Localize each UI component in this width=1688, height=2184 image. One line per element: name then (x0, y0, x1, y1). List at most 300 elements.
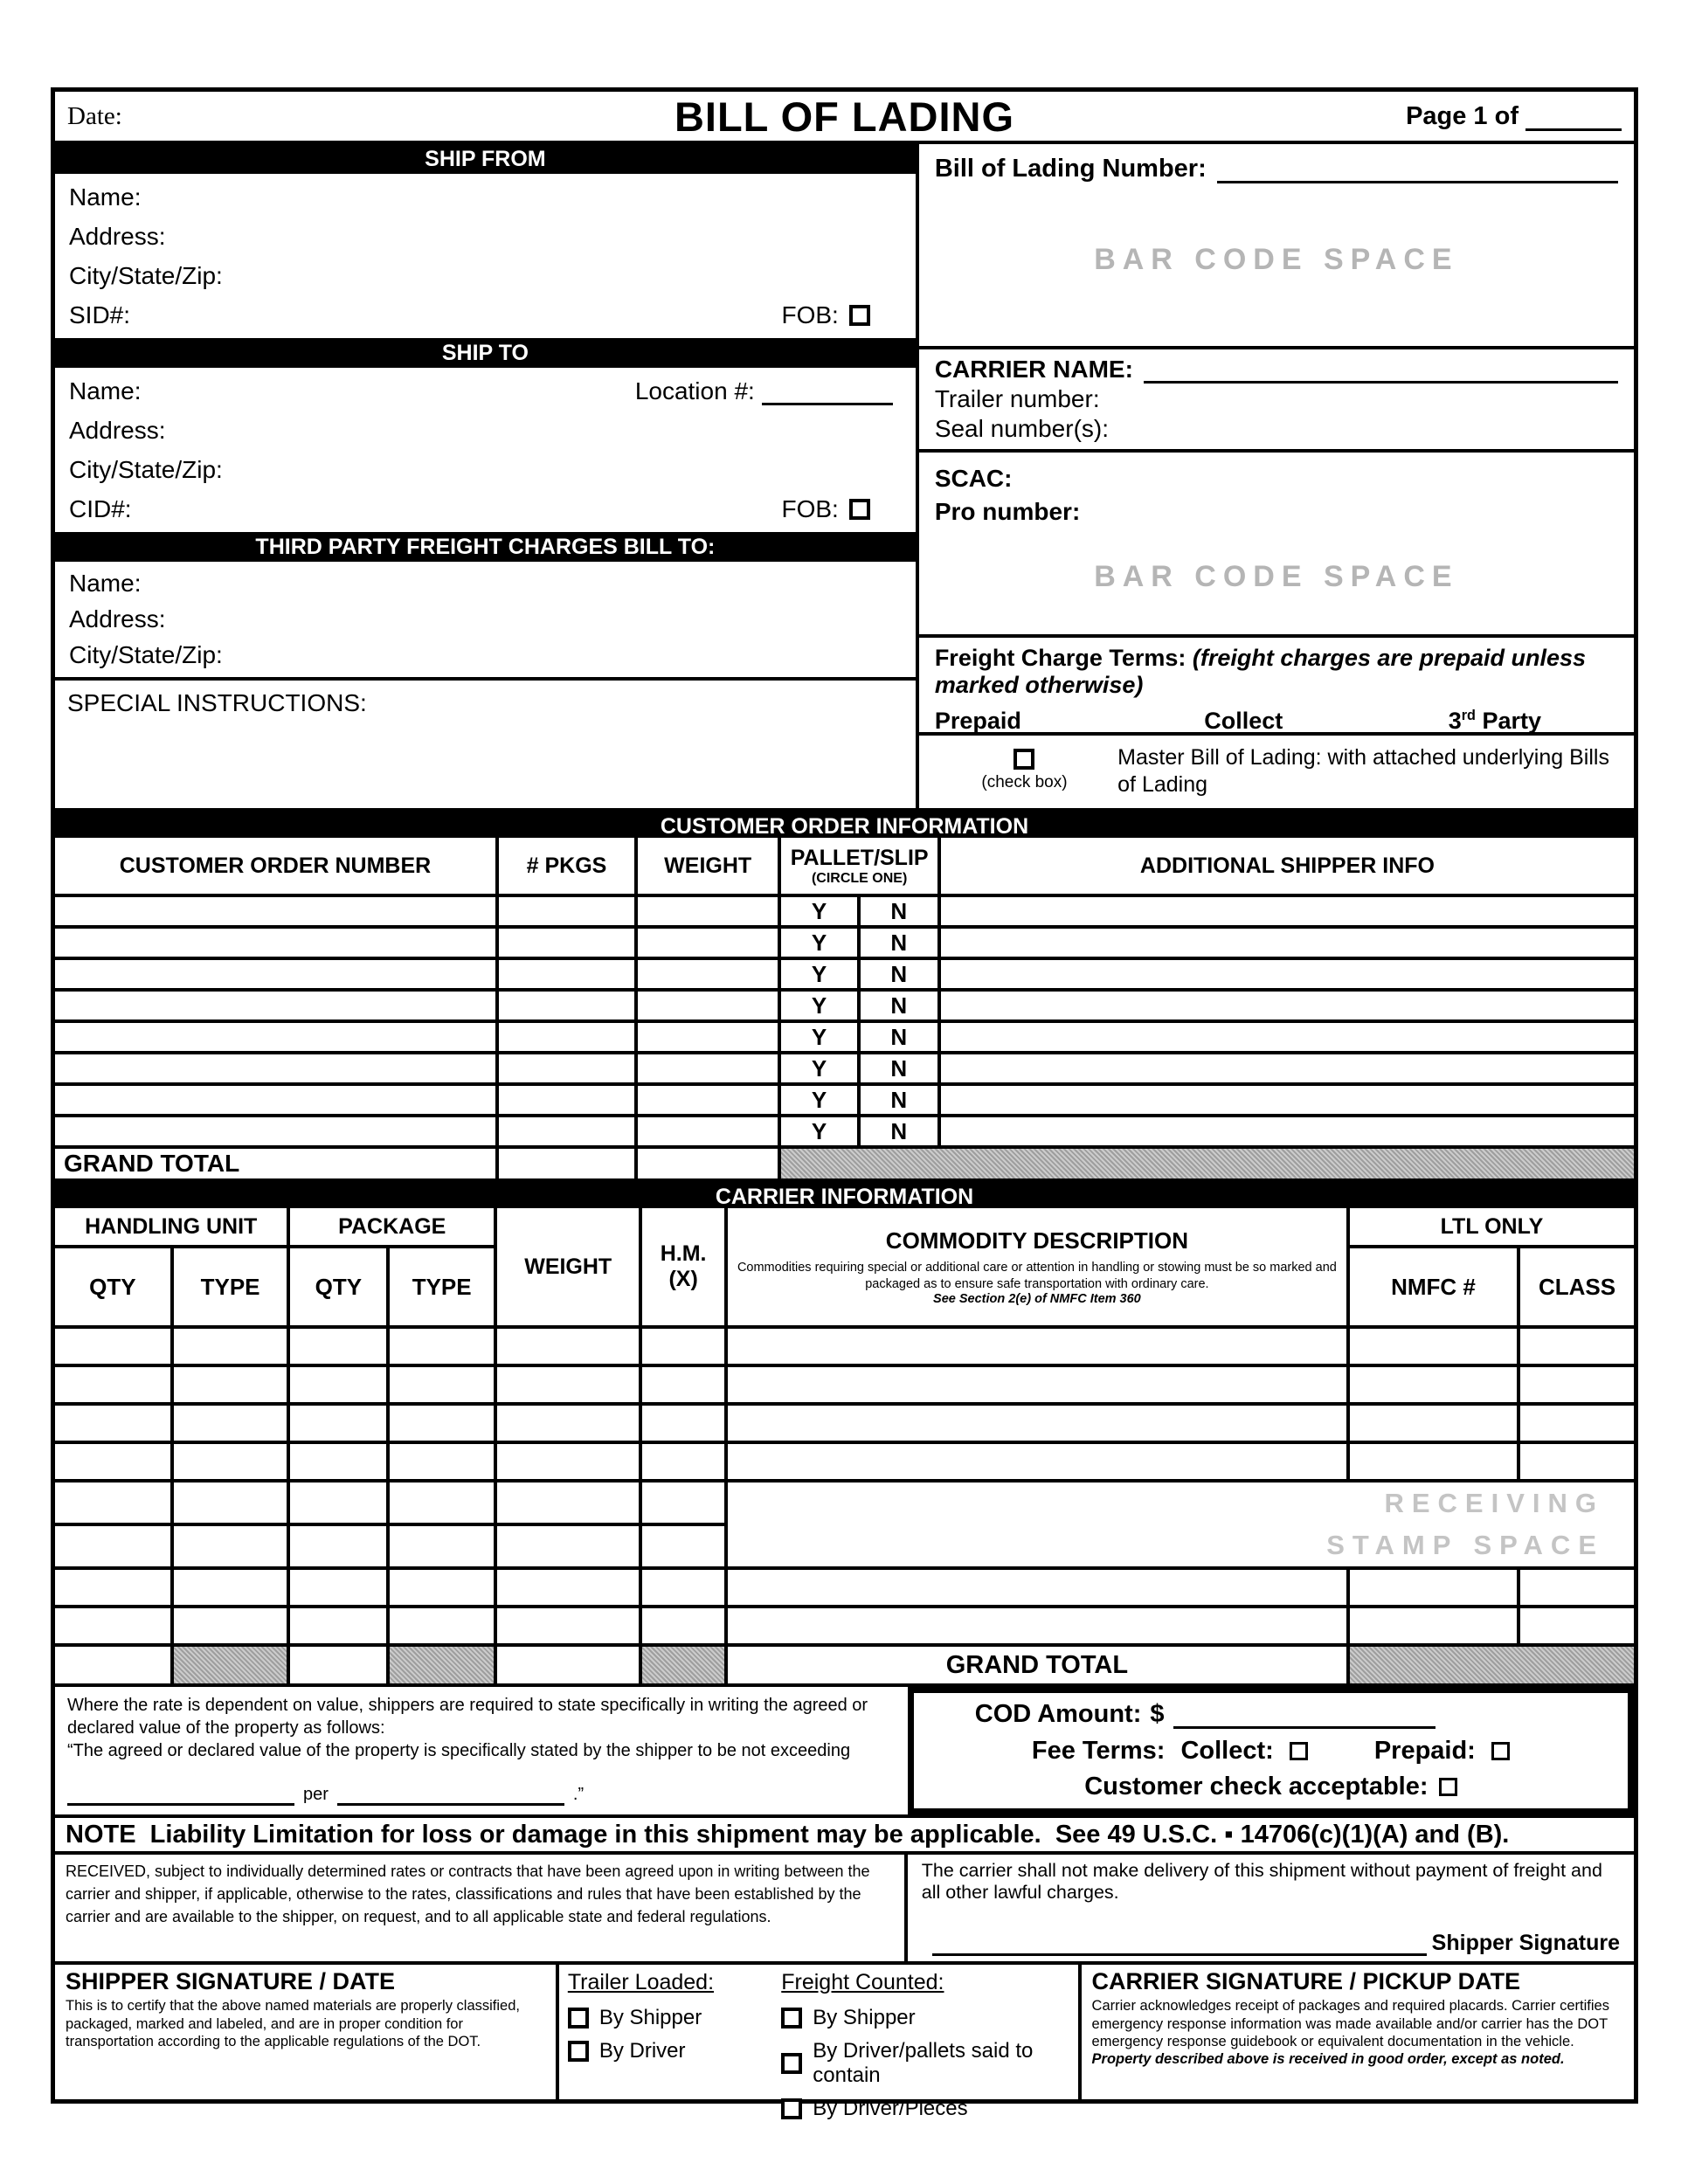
ship-to-address-row[interactable] (69, 417, 902, 445)
hu-qty-cell[interactable] (55, 1365, 172, 1404)
fee-terms-row (931, 1737, 1610, 1766)
carrier-acknowledgement-text: Carrier acknowledges receipt of packages and required placards. Carrier certifies emergency response information was made available and/or carrier has the DOT emergency response guidebook or equivalent documentation in the vehicle. (1091, 1998, 1609, 2050)
hm-cell[interactable] (640, 1524, 726, 1568)
weight-cell[interactable] (495, 1365, 640, 1404)
nmfc-cell[interactable] (1348, 1442, 1519, 1481)
weight-cell[interactable] (495, 1607, 640, 1645)
master-bol-checkbox[interactable] (1013, 749, 1034, 770)
order-number-cell[interactable] (55, 1084, 497, 1116)
declared-value-text-2: “The agreed or declared value of the property is specifically stated by the shipper to be not exceeding (67, 1741, 851, 1761)
carrier-info-grand-total-row (55, 1645, 1634, 1683)
freight-charge-terms-box (919, 634, 1634, 732)
barcode-space-bottom: BAR CODE SPACE (1094, 559, 1459, 593)
carrier-name-blank[interactable] (1144, 358, 1618, 384)
pallet-no[interactable]: N (859, 1116, 939, 1147)
address-label: Address: (69, 416, 166, 444)
trailer-loaded-group (568, 1970, 776, 2094)
carrier-delivery-text: The carrier shall not make delivery of this shipment without payment of freight and all other lawful charges. (921, 1860, 1602, 1904)
carrier-info-row-2 (55, 1365, 1634, 1404)
col-class: CLASS (1519, 1247, 1634, 1327)
pallet-no[interactable]: N (859, 1084, 939, 1116)
col-additional-shipper-info: ADDITIONAL SHIPPER INFO (939, 838, 1634, 895)
shipper-signature-blank[interactable] (932, 1937, 1427, 1957)
additional-info-cell[interactable] (939, 958, 1634, 990)
fob-label: FOB: (781, 494, 839, 522)
weight-cell[interactable] (495, 1524, 640, 1568)
third-party-header: THIRD PARTY FREIGHT CHARGES BILL TO: (55, 532, 916, 562)
hm-cell[interactable] (640, 1607, 726, 1645)
cod-amount-blank[interactable] (1173, 1703, 1435, 1729)
declared-value-box (55, 1687, 908, 1814)
carrier-delivery-box (908, 1855, 1634, 1961)
shipper-certification-text: This is to certify that the above named materials are properly classified, packaged, marked and labeled, and are in proper condition for transportation according to the applicable regulations of the DOT. (66, 1998, 520, 2050)
declared-value-blank-line (67, 1783, 584, 1806)
pkg-type-cell[interactable] (388, 1327, 495, 1365)
third-party-blank[interactable] (1550, 710, 1611, 735)
currency-symbol: $ (1150, 1700, 1165, 1729)
col-nmfc: NMFC # (1348, 1247, 1519, 1327)
freight-counted-label: Freight Counted: (781, 1970, 944, 1995)
ship-from-sid-row[interactable] (69, 301, 902, 329)
fee-collect-checkbox[interactable] (1290, 1742, 1308, 1760)
hm-cell[interactable] (640, 1481, 726, 1524)
trailer-by-shipper-checkbox[interactable] (568, 2008, 589, 2028)
customer-order-row-4 (55, 990, 1634, 1021)
ship-to-name-row[interactable] (69, 377, 902, 405)
weight-cell[interactable] (636, 1053, 779, 1084)
customer-order-table (55, 838, 1634, 1178)
pallet-yes[interactable]: Y (779, 1053, 858, 1084)
seal-numbers-row[interactable] (935, 415, 1618, 443)
barcode-space-top: BAR CODE SPACE (1094, 242, 1459, 276)
additional-info-cell[interactable] (939, 1084, 1634, 1116)
weight-cell[interactable] (636, 990, 779, 1021)
carrier-signature-title: CARRIER SIGNATURE / PICKUP DATE (1091, 1968, 1521, 1995)
freight-by-driver-pallets-option: By Driver/pallets said to contain (781, 2039, 1069, 2088)
pkg-qty-cell[interactable] (288, 1404, 388, 1442)
bill-of-lading-form (51, 87, 1638, 2121)
commodity-cell[interactable] (726, 1365, 1348, 1404)
received-terms-text: RECEIVED, subject to individually determined rates or contracts that have been agreed upon in writing between the carrier and shipper, if applicable, otherwise to the rates, classifications and rules that have been established by the carrier and are available to the shipper, on request, and to all applicable state and federal regulations. (55, 1855, 908, 1961)
grand-total-pkgs-cell[interactable] (497, 1147, 636, 1178)
order-number-cell[interactable] (55, 1053, 497, 1084)
pkg-qty-cell[interactable] (288, 1365, 388, 1404)
order-number-cell[interactable] (55, 1021, 497, 1053)
declared-value-text-1: Where the rate is dependent on value, shippers are required to state specifically in writing the agreed or declared value of the property as follows: (67, 1696, 868, 1738)
order-number-cell[interactable] (55, 1116, 497, 1147)
bol-number-row (935, 155, 1618, 183)
carrier-info-header: CARRIER INFORMATION (55, 1178, 1634, 1208)
hu-qty-cell[interactable] (55, 1327, 172, 1365)
seal-numbers-label: Seal number(s): (934, 415, 1109, 442)
additional-info-cell[interactable] (939, 895, 1634, 927)
carrier-info-row-5 (55, 1481, 1634, 1524)
class-cell[interactable] (1519, 1568, 1634, 1607)
carrier-box (919, 346, 1634, 449)
liability-note: NOTE Liability Limitation for loss or damage in this shipment may be applicable. See 49 U.S.C. ▪ 14706(c)(1)(A) and (B). (55, 1814, 1634, 1851)
third-party-fields (55, 562, 916, 677)
pkg-type-cell[interactable] (388, 1568, 495, 1607)
pallet-yes[interactable]: Y (779, 1021, 858, 1053)
hm-cell[interactable] (640, 1442, 726, 1481)
ship-to-fob-group (781, 495, 901, 523)
ship-to-fields (55, 368, 916, 532)
customer-order-row-7 (55, 1084, 1634, 1116)
customer-order-header: CUSTOMER ORDER INFORMATION (55, 808, 1634, 838)
pkg-type-cell[interactable] (388, 1442, 495, 1481)
carrier-info-row-3 (55, 1404, 1634, 1442)
pkgs-cell[interactable] (497, 895, 636, 927)
carrier-signature-box[interactable] (1082, 1965, 1634, 2099)
master-bol-box (919, 732, 1634, 805)
col-hu-qty: QTY (55, 1247, 172, 1327)
pkgs-cell[interactable] (497, 1084, 636, 1116)
city-state-zip-label: City/State/Zip: (69, 641, 223, 669)
pro-number-label: Pro number: (934, 498, 1081, 525)
pro-number-row[interactable] (935, 498, 1618, 526)
pallet-no[interactable]: N (859, 895, 939, 927)
nmfc-cell[interactable] (1348, 1404, 1519, 1442)
pkg-type-cell[interactable] (388, 1404, 495, 1442)
pallet-yes[interactable]: Y (779, 990, 858, 1021)
customer-order-row-5 (55, 1021, 1634, 1053)
pallet-yes[interactable]: Y (779, 1116, 858, 1147)
hm-cell[interactable] (640, 1365, 726, 1404)
freight-terms-options (935, 708, 1618, 735)
cid-label: CID#: (69, 494, 132, 522)
freight-by-driver-pieces-checkbox[interactable] (781, 2098, 802, 2119)
col-hu-type: TYPE (172, 1247, 289, 1327)
pallet-yes[interactable]: Y (779, 927, 858, 958)
weight-cell[interactable] (636, 927, 779, 958)
scac-label: SCAC: (934, 465, 1013, 492)
shipper-signature-label: Shipper Signature (1431, 1931, 1620, 1956)
quote-end: .” (572, 1785, 585, 1805)
order-number-cell[interactable] (55, 990, 497, 1021)
ship-from-header: SHIP FROM (55, 144, 916, 174)
ship-to-fob-checkbox[interactable] (849, 499, 870, 520)
pallet-yes[interactable]: Y (779, 958, 858, 990)
customer-check-label: Customer check acceptable: (1084, 1772, 1429, 1800)
pkg-type-cell[interactable] (388, 1481, 495, 1524)
freight-terms-note: (freight charges are prepaid unless marked otherwise) (934, 645, 1587, 698)
freight-by-shipper-option: By Shipper (781, 2006, 1069, 2030)
collect-option (1204, 708, 1370, 735)
customer-order-row-1 (55, 895, 1634, 927)
group-ltl-only: LTL ONLY (1348, 1208, 1634, 1247)
commodity-cell[interactable] (726, 1607, 1348, 1645)
order-number-cell[interactable] (55, 958, 497, 990)
gt-hu-qty-cell[interactable] (55, 1645, 172, 1683)
weight-cell[interactable] (636, 1021, 779, 1053)
fee-collect-label: Collect: (1180, 1736, 1274, 1765)
hm-cell[interactable] (640, 1327, 726, 1365)
pallet-yes[interactable]: Y (779, 1084, 858, 1116)
commodity-cell[interactable] (726, 1568, 1348, 1607)
customer-order-row-3 (55, 958, 1634, 990)
customer-order-row-8 (55, 1116, 1634, 1147)
weight-cell[interactable] (636, 958, 779, 990)
property-received-text: Property described above is received in good order, except as noted. (1091, 2050, 1565, 2067)
location-number-blank[interactable] (762, 379, 893, 404)
date-label: Date: (67, 101, 122, 130)
ship-from-fob-checkbox[interactable] (849, 305, 870, 326)
class-cell[interactable] (1519, 1327, 1634, 1365)
carrier-name-label: CARRIER NAME: (934, 356, 1133, 383)
fee-prepaid-checkbox[interactable] (1491, 1742, 1510, 1760)
location-number-label: Location #: (634, 377, 755, 404)
pkgs-cell[interactable] (497, 1053, 636, 1084)
hu-qty-cell[interactable] (55, 1607, 172, 1645)
hu-type-cell[interactable] (172, 1365, 289, 1404)
sid-label: SID#: (69, 301, 131, 328)
declared-value-blank[interactable] (67, 1787, 294, 1806)
pkg-type-cell[interactable] (388, 1607, 495, 1645)
hu-type-cell[interactable] (172, 1607, 289, 1645)
col-pkgs: # PKGS (497, 838, 636, 895)
pallet-yes[interactable]: Y (779, 895, 858, 927)
ship-to-city-row[interactable] (69, 456, 902, 484)
commodity-note-reference: See Section 2(e) of NMFC Item 360 (933, 1291, 1141, 1306)
class-cell[interactable] (1519, 1607, 1634, 1645)
carrier-info-group-header-row (55, 1208, 1634, 1247)
prepaid-blank[interactable] (1030, 710, 1126, 735)
col-customer-order-number: CUSTOMER ORDER NUMBER (55, 838, 497, 895)
ship-to-header: SHIP TO (55, 338, 916, 368)
commodity-cell[interactable] (726, 1404, 1348, 1442)
scac-row[interactable] (935, 465, 1618, 493)
col-commodity-description: COMMODITY DESCRIPTION Commodities requiring special or additional care or attention in handling or stowing must be so marked and packaged as to ensure safe transportation with ordinary care. See Section 2(e) of NMFC Item 360 (726, 1208, 1348, 1327)
commodity-cell[interactable] (726, 1327, 1348, 1365)
hm-cell[interactable] (640, 1568, 726, 1607)
valuation-cod-row (55, 1683, 1634, 1814)
weight-cell[interactable] (495, 1481, 640, 1524)
shipper-signature-row (922, 1931, 1620, 1956)
name-label: Name: (69, 569, 142, 597)
trailer-loaded-label: Trailer Loaded: (567, 1970, 715, 1995)
address-and-carrier-block (55, 141, 1634, 808)
fob-label: FOB: (781, 301, 839, 328)
group-handling-unit: HANDLING UNIT (55, 1208, 288, 1247)
per-label: per (303, 1785, 329, 1805)
carrier-info-row-4 (55, 1442, 1634, 1481)
loading-counting-box (556, 1965, 1082, 2121)
hu-type-cell[interactable] (172, 1404, 289, 1442)
right-column (916, 144, 1634, 808)
cod-amount-row (931, 1700, 1610, 1729)
trailer-by-shipper-option: By Shipper (568, 2006, 776, 2030)
order-number-cell[interactable] (55, 927, 497, 958)
additional-info-cell[interactable] (939, 1116, 1634, 1147)
weight-cell[interactable] (495, 1442, 640, 1481)
weight-cell[interactable] (636, 1084, 779, 1116)
nmfc-cell[interactable] (1348, 1607, 1519, 1645)
title-row (55, 92, 1634, 141)
cod-amount-label: COD Amount: (974, 1700, 1142, 1729)
pallet-no[interactable]: N (859, 1021, 939, 1053)
hu-type-cell[interactable] (172, 1442, 289, 1481)
nmfc-cell[interactable] (1348, 1365, 1519, 1404)
received-row (55, 1851, 1634, 1961)
trailer-number-row[interactable] (935, 385, 1618, 413)
master-bol-text: Master Bill of Lading: with attached underlying Bills of Lading (1117, 745, 1609, 798)
nmfc-cell[interactable] (1348, 1568, 1519, 1607)
receiving-stamp-space: RECEIVING STAMP SPACE (726, 1481, 1634, 1568)
grand-total-label: GRAND TOTAL (55, 1147, 497, 1178)
col-hm: H.M. (X) (640, 1208, 726, 1327)
hm-cell[interactable] (640, 1404, 726, 1442)
prepaid-label: Prepaid (934, 708, 1021, 734)
pkgs-cell[interactable] (497, 990, 636, 1021)
hu-qty-cell[interactable] (55, 1568, 172, 1607)
address-label: Address: (69, 605, 166, 632)
gt-hatch-pkg-type (388, 1645, 495, 1683)
hu-type-cell[interactable] (172, 1568, 289, 1607)
class-cell[interactable] (1519, 1442, 1634, 1481)
third-party-city-row[interactable] (69, 641, 902, 669)
page-number-group (1406, 102, 1622, 131)
shipper-signature-title: SHIPPER SIGNATURE / DATE (66, 1968, 396, 1995)
hu-qty-cell[interactable] (55, 1481, 172, 1524)
gt-weight-cell[interactable] (495, 1645, 640, 1683)
commodity-note: Commodities requiring special or additional care or attention in handling or stowing must be so marked and packaged as to ensure safe transportation with ordinary care. (737, 1261, 1337, 1291)
hu-type-cell[interactable] (172, 1481, 289, 1524)
additional-info-cell[interactable] (939, 1053, 1634, 1084)
class-cell[interactable] (1519, 1404, 1634, 1442)
city-state-zip-label: City/State/Zip: (69, 455, 223, 483)
pallet-no[interactable]: N (859, 1053, 939, 1084)
page-of-label: Page 1 of (1406, 101, 1519, 130)
gt-hatch-hm (640, 1645, 726, 1683)
left-column (55, 144, 916, 808)
fee-terms-label: Fee Terms: (1031, 1736, 1166, 1765)
hu-type-cell[interactable] (172, 1524, 289, 1568)
pkgs-cell[interactable] (497, 958, 636, 990)
grand-total-weight-cell[interactable] (636, 1147, 779, 1178)
weight-cell[interactable] (636, 895, 779, 927)
hu-qty-cell[interactable] (55, 1404, 172, 1442)
master-bol-checkbox-group (931, 741, 1117, 799)
gt-pkg-qty-cell[interactable] (288, 1645, 388, 1683)
hu-type-cell[interactable] (172, 1327, 289, 1365)
trailer-by-driver-checkbox[interactable] (568, 2041, 589, 2062)
third-party-address-row[interactable] (69, 605, 902, 633)
commodity-cell[interactable] (726, 1442, 1348, 1481)
col-pkg-type: TYPE (388, 1247, 495, 1327)
third-party-option (1449, 708, 1611, 735)
customer-order-header-row (55, 838, 1634, 895)
shipper-signature-box[interactable] (55, 1965, 556, 2099)
gt-hatch-hu-type (172, 1645, 289, 1683)
ship-from-name-row[interactable] (69, 183, 902, 211)
pkg-qty-cell[interactable] (288, 1607, 388, 1645)
page-count-blank[interactable] (1525, 104, 1622, 130)
class-cell[interactable] (1519, 1365, 1634, 1404)
pkgs-cell[interactable] (497, 927, 636, 958)
third-party-name-row[interactable] (69, 570, 902, 598)
trailer-number-label: Trailer number: (934, 385, 1100, 412)
customer-check-row (931, 1773, 1610, 1801)
bol-number-label: Bill of Lading Number: (934, 155, 1207, 183)
collect-blank[interactable] (1291, 710, 1370, 735)
pkg-qty-cell[interactable] (288, 1568, 388, 1607)
signature-row (55, 1961, 1634, 2121)
weight-cell[interactable] (495, 1327, 640, 1365)
order-number-cell[interactable] (55, 895, 497, 927)
customer-check-checkbox[interactable] (1439, 1778, 1457, 1796)
pallet-no[interactable]: N (859, 927, 939, 958)
carrier-info-row-8 (55, 1607, 1634, 1645)
ship-from-fields (55, 174, 916, 338)
weight-cell[interactable] (495, 1568, 640, 1607)
freight-counted-group (781, 1970, 1069, 2121)
bol-number-blank[interactable] (1217, 157, 1618, 183)
check-box-caption: (check box) (981, 772, 1068, 791)
pallet-no[interactable]: N (859, 990, 939, 1021)
customer-order-row-6 (55, 1053, 1634, 1084)
pkg-qty-cell[interactable] (288, 1442, 388, 1481)
col-pallet-slip: PALLET/SLIP (CIRCLE ONE) (779, 838, 939, 895)
third-party-label: 3rd Party (1448, 708, 1541, 734)
customer-order-grand-total-row (55, 1147, 1634, 1178)
carrier-info-table (55, 1208, 1634, 1683)
freight-terms-label: Freight Charge Terms: (934, 645, 1186, 671)
pkg-qty-cell[interactable] (288, 1524, 388, 1568)
weight-cell[interactable] (636, 1116, 779, 1147)
pkg-qty-cell[interactable] (288, 1481, 388, 1524)
gt-hatch-ltl (1348, 1645, 1634, 1683)
fee-prepaid-label: Prepaid: (1373, 1736, 1476, 1765)
additional-info-cell[interactable] (939, 927, 1634, 958)
ship-from-fob-group (781, 301, 901, 329)
ship-from-address-row[interactable] (69, 223, 902, 251)
additional-info-cell[interactable] (939, 990, 1634, 1021)
nmfc-cell[interactable] (1348, 1327, 1519, 1365)
grand-total-hatched-area (779, 1147, 1634, 1178)
col-weight: WEIGHT (636, 838, 779, 895)
pallet-no[interactable]: N (859, 958, 939, 990)
circle-one-label: (CIRCLE ONE) (811, 870, 908, 886)
pkgs-cell[interactable] (497, 1116, 636, 1147)
special-instructions-box[interactable] (55, 677, 916, 808)
freight-by-shipper-checkbox[interactable] (781, 2008, 802, 2028)
trailer-by-driver-option: By Driver (568, 2039, 776, 2063)
ship-to-cid-row[interactable] (69, 495, 902, 523)
freight-by-driver-pallets-checkbox[interactable] (781, 2053, 802, 2074)
carrier-info-row-7 (55, 1568, 1634, 1607)
group-package: PACKAGE (288, 1208, 495, 1247)
hu-qty-cell[interactable] (55, 1524, 172, 1568)
per-unit-blank[interactable] (337, 1787, 564, 1806)
ship-from-city-row[interactable] (69, 262, 902, 290)
pkg-qty-cell[interactable] (288, 1327, 388, 1365)
scac-box (919, 449, 1634, 634)
special-instructions-label: SPECIAL INSTRUCTIONS: (67, 689, 367, 716)
pkg-type-cell[interactable] (388, 1365, 495, 1404)
customer-order-row-2 (55, 927, 1634, 958)
col-weight: WEIGHT (495, 1208, 640, 1327)
cod-box (908, 1687, 1634, 1814)
address-label: Address: (69, 222, 166, 250)
weight-cell[interactable] (495, 1404, 640, 1442)
pkg-type-cell[interactable] (388, 1524, 495, 1568)
bol-number-box (919, 144, 1634, 346)
name-label: Name: (69, 183, 142, 211)
additional-info-cell[interactable] (939, 1021, 1634, 1053)
prepaid-option (935, 708, 1126, 735)
pkgs-cell[interactable] (497, 1021, 636, 1053)
hu-qty-cell[interactable] (55, 1442, 172, 1481)
